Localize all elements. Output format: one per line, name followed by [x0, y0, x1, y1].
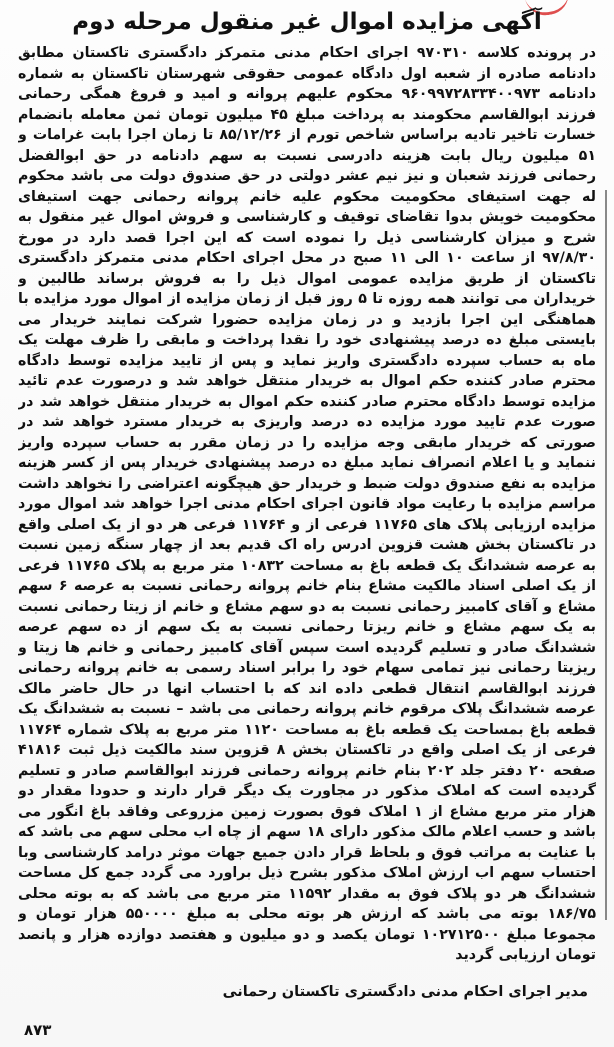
notice-title: آگهی مزایده اموال غیر منقول مرحله دوم: [72, 9, 542, 35]
scan-edge-line: [605, 190, 607, 920]
page-number: ۸۷۳: [24, 1021, 52, 1039]
notice-body-text: در پرونده کلاسه ۹۷۰۳۱۰ اجرای احکام مدنی متمرکز دادگستری تاکستان مطابق دادنامه صادره از شعبه اول دادگاه عمومی حقوقی شهرستان تاکستان به شماره دادنامه ۹۶۰۹۹۷۲۸۳۳۴۰۰۹۷۳ محکوم علیهم پروانه و امید و فروغ همگی رحمانی فرزند ابوالقاسم محکومند به پرداخت مبلغ ۴۵ میلیون تومان ثمن معامله بانضمام خسارت تاخیر تادیه براساس شاخص تورم از ۸۵/۱۲/۲۶ تا زمان اجرا بابت غرامات و ۵۱ میلیون ریال بابت هزینه دادرسی نسبت به سهم دادنامه در حق ابوالفضل رحمانی فرزند شعبان و نیز نیم عشر دولتی در حق صندوق دولت می باشد محکوم له جهت استیفای محکومیت محکوم علیه خانم پروانه رحمانی جهت استیفای محکومیت خویش بدوا تقاضای توقیف و کارشناسی و فروش اموال غیر منقول به شرح و میزان کارشناسی ذیل را نموده است که این اجرا قصد دارد در مورخ ۹۷/۸/۳۰ از ساعت ۱۰ الی ۱۱ صبح در محل اجرای احکام مدنی متمرکز دادگستری تاکستان از طریق مزایده عمومی اموال ذیل را به فروش برساند طالبین و خریداران می توانند همه روزه تا ۵ روز قبل از زمان مزایده از اموال مورد مزایده با هماهنگی این اجرا بازدید و در زمان مزایده حضورا شرکت نمایند خریدار می بایستی مبلغ ده درصد پیشنهادی خود را نقدا پرداخت و مابقی را ظرف مهلت یک ماه به حساب سپرده دادگستری واریز نماید و پس از تایید مزایده توسط دادگاه محترم صادر کننده حکم اموال به خریدار منتقل خواهد شد و درصورت عدم تائید مزایده توسط دادگاه محترم صادر کننده حکم اموال به خریدار منتقل خواهد شد در صورت عدم تایید مورد مزایده ده درصد واریزی به خریدار مسترد خواهد شد در صورتی که خریدار مابقی وجه مزایده را در زمان مقرر به حساب سپرده واریز ننماید و یا اعلام انصراف نماید مبلغ ده درصد پیشنهادی خریدار پس از کسر هزینه مزایده به نفع صندوق دولت ضبط و خریدار حق هیچگونه اعتراضی را نخواهد داشت مراسم مزایده با رعایت مواد قانون اجرای احکام مدنی اجرا خواهد شد اموال مورد مزایده ارزیابی پلاک های ۱۱۷۶۵ فرعی از و ۱۱۷۶۴ فرعی هر دو از یک اصلی واقع در تاکستان بخش هشت قزوین ادرس راه اک قدیم بعد از چهار سنگه زمین نسبت به عرصه ششدانگ یک قطعه باغ به مساحت ۱۰۸۳۲ متر مربع به پلاک ۱۱۷۶۵ فرعی از یک اصلی اسناد مالکیت مشاع بنام خانم پروانه رحمانی نسبت به عرصه ۶ سهم مشاع و آقای کامبیز رحمانی نسبت به دو سهم مشاع و خانم از زیتا رحمانی نسبت به یک سهم مشاع و خانم ریزتا رحمانی نسبت به یک سهم از ده سهم عرصه ششدانگ صادر و تسلیم گردیده است سپس آقای کامبیز رحمانی و خانم ها زیتا و ریزیتا رحمانی نیز تمامی سهام خود را برابر اسناد رسمی به خانم پروانه رحمانی فرزند ابوالقاسم انتقال قطعی داده اند که با احتساب انها در حال حاضر مالک عرصه ششدانگ پلاک مرقوم خانم پروانه رحمانی می باشد – نسبت به ششدانگ یک قطعه باغ بمساحت یک قطعه باغ به مساحت ۱۱۲۰ متر مربع به پلاک شماره ۱۱۷۶۴ فرعی از یک اصلی واقع در تاکستان بخش ۸ قزوین سند مالکیت ذیل ثبت ۴۱۸۱۶ صفحه ۲۰ دفتر جلد ۲۰۲ بنام خانم پروانه رحمانی فرزند ابوالقاسم صادر و تسلیم گردیده است که املاک مذکور در مجاورت یک دیگر قرار دارند و حدودا مقدار دو هزار متر مربع مشاع از ۱ املاک فوق بصورت زمین مزروعی وفاقد باغ انگور می باشد و حسب اعلام مالک مذکور دارای ۱۸ سهم از چاه اب محلی سهم می باشد که با عنایت به مراتب فوق و بلحاظ قرار دادن جمیع جهات موثر درامد کارشناسی وبا احتساب سهم اب ارزش املاک مذکور بشرح ذیل براورد می گردد جمع کل مساحت ششدانگ هر دو پلاک فوق به مقدار ۱۱۵۹۲ متر مربع می باشد که به بوته محلی ۱۸۶/۷۵ بوته می باشد که ارزش هر بوته محلی به مبلغ ۵۵۰۰۰۰ هزار تومان و مجموعا مبلغ ۱۰۲۷۱۲۵۰۰ تومان یکصد و دو میلیون و هفتصد دوازده هزار و پانصد تومان ارزیابی گردید: [18, 45, 596, 963]
notice-signature: مدیر اجرای احکام مدنی دادگستری تاکستان رحمانی: [222, 984, 588, 1000]
notice-body: [18, 43, 596, 968]
